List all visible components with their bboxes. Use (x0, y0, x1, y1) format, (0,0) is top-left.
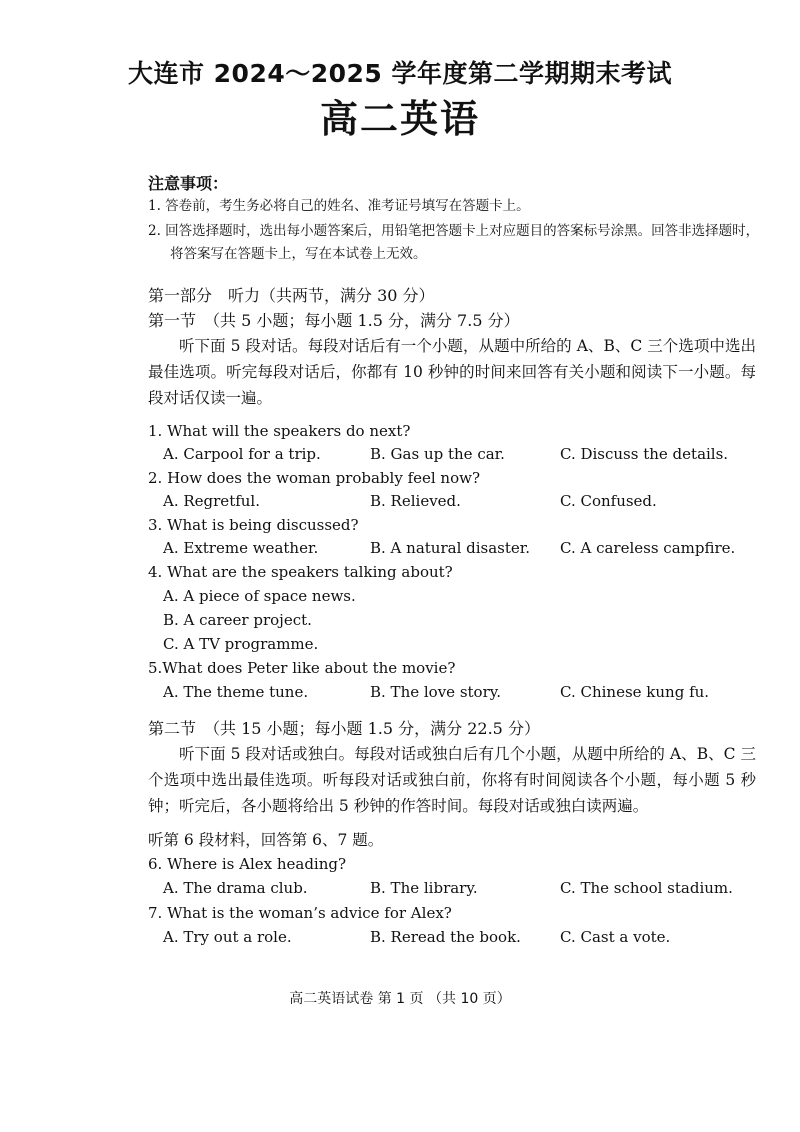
q7-option-b: B. Reread the book. (370, 928, 521, 946)
question-3: 3. What is being discussed? (148, 516, 359, 534)
q6-option-a: A. The drama club. (163, 879, 308, 897)
q3-option-c: C. A careless campfire. (560, 539, 736, 557)
q3-option-a: A. Extreme weather. (163, 539, 319, 557)
question-5: 5.What does Peter like about the movie? (148, 659, 456, 677)
q7-option-c: C. Cast a vote. (560, 928, 671, 946)
notice-item-1: 1. 答卷前，考生务必将自己的姓名、准考证号填写在答题卡上。 (148, 198, 530, 214)
question-6: 6. Where is Alex heading? (148, 855, 347, 873)
q3-option-b: B. A natural disaster. (370, 539, 531, 557)
notice-item-2: 2. 回答选择题时，选出每小题答案后，用铅笔把答题卡上对应题目的答案标号涂黑。回答非选择题时， (148, 223, 760, 239)
q5-option-c: C. Chinese kung fu. (560, 683, 710, 701)
q4-option-c: C. A TV programme. (163, 635, 319, 653)
q2-option-c: C. Confused. (560, 492, 657, 510)
question-7: 7. What is the woman’s advice for Alex? (148, 904, 452, 922)
section2-instructions: 听下面 5 段对话或独白。每段对话或独白后有几个小题，从题中所给的 A、B、C 三个选项中选出最佳选项。听每段对话或独白前，你将有时间阅读各个小题，每小题 5 秒钟；听完后，各小题将给出 5 秒钟的作答时间。每段对话或独白读两遍。 (148, 745, 756, 815)
notice-heading: 注意事项： (148, 174, 229, 193)
section2-heading: 第二节 （共 15 小题；每小题 1.5 分，满分 22.5 分） (148, 719, 540, 738)
question-4: 4. What are the speakers talking about? (148, 563, 453, 581)
q7-option-a: A. Try out a role. (163, 928, 292, 946)
q5-option-a: A. The theme tune. (163, 683, 309, 701)
q1-option-a: A. Carpool for a trip. (163, 445, 321, 463)
subject-title: 高二英语 (319, 97, 480, 141)
question-2: 2. How does the woman probably feel now? (148, 469, 481, 487)
material-6-label: 听第 6 段材料，回答第 6、7 题。 (148, 831, 384, 849)
q1-option-b: B. Gas up the car. (370, 445, 505, 463)
q4-option-a: A. A piece of space news. (163, 587, 356, 605)
part1-heading: 第一部分 听力（共两节，满分 30 分） (148, 286, 435, 305)
exam-title: 大连市 2024～2025 学年度第二学期期末考试 (127, 59, 673, 88)
q6-option-c: C. The school stadium. (560, 879, 733, 897)
q6-option-b: B. The library. (370, 879, 478, 897)
q2-option-b: B. Relieved. (370, 492, 461, 510)
section1-instructions: 听下面 5 段对话。每段对话后有一个小题，从题中所给的 A、B、C 三个选项中选出最佳选项。听完每段对话后，你都有 10 秒钟的时间来回答有关小题和阅读下一小题。每段对话仅读一遍。 (148, 337, 756, 407)
q2-option-a: A. Regretful. (163, 492, 260, 510)
notice-item-2-cont: 将答案写在答题卡上，写在本试卷上无效。 (170, 246, 427, 262)
section1-heading: 第一节 （共 5 小题；每小题 1.5 分，满分 7.5 分） (148, 311, 520, 330)
question-1: 1. What will the speakers do next? (148, 422, 411, 440)
q4-option-b: B. A career project. (163, 611, 312, 629)
q1-option-c: C. Discuss the details. (560, 445, 729, 463)
q5-option-b: B. The love story. (370, 683, 501, 701)
page-footer: 高二英语试卷 第 1 页 （共 10 页） (289, 991, 511, 1007)
